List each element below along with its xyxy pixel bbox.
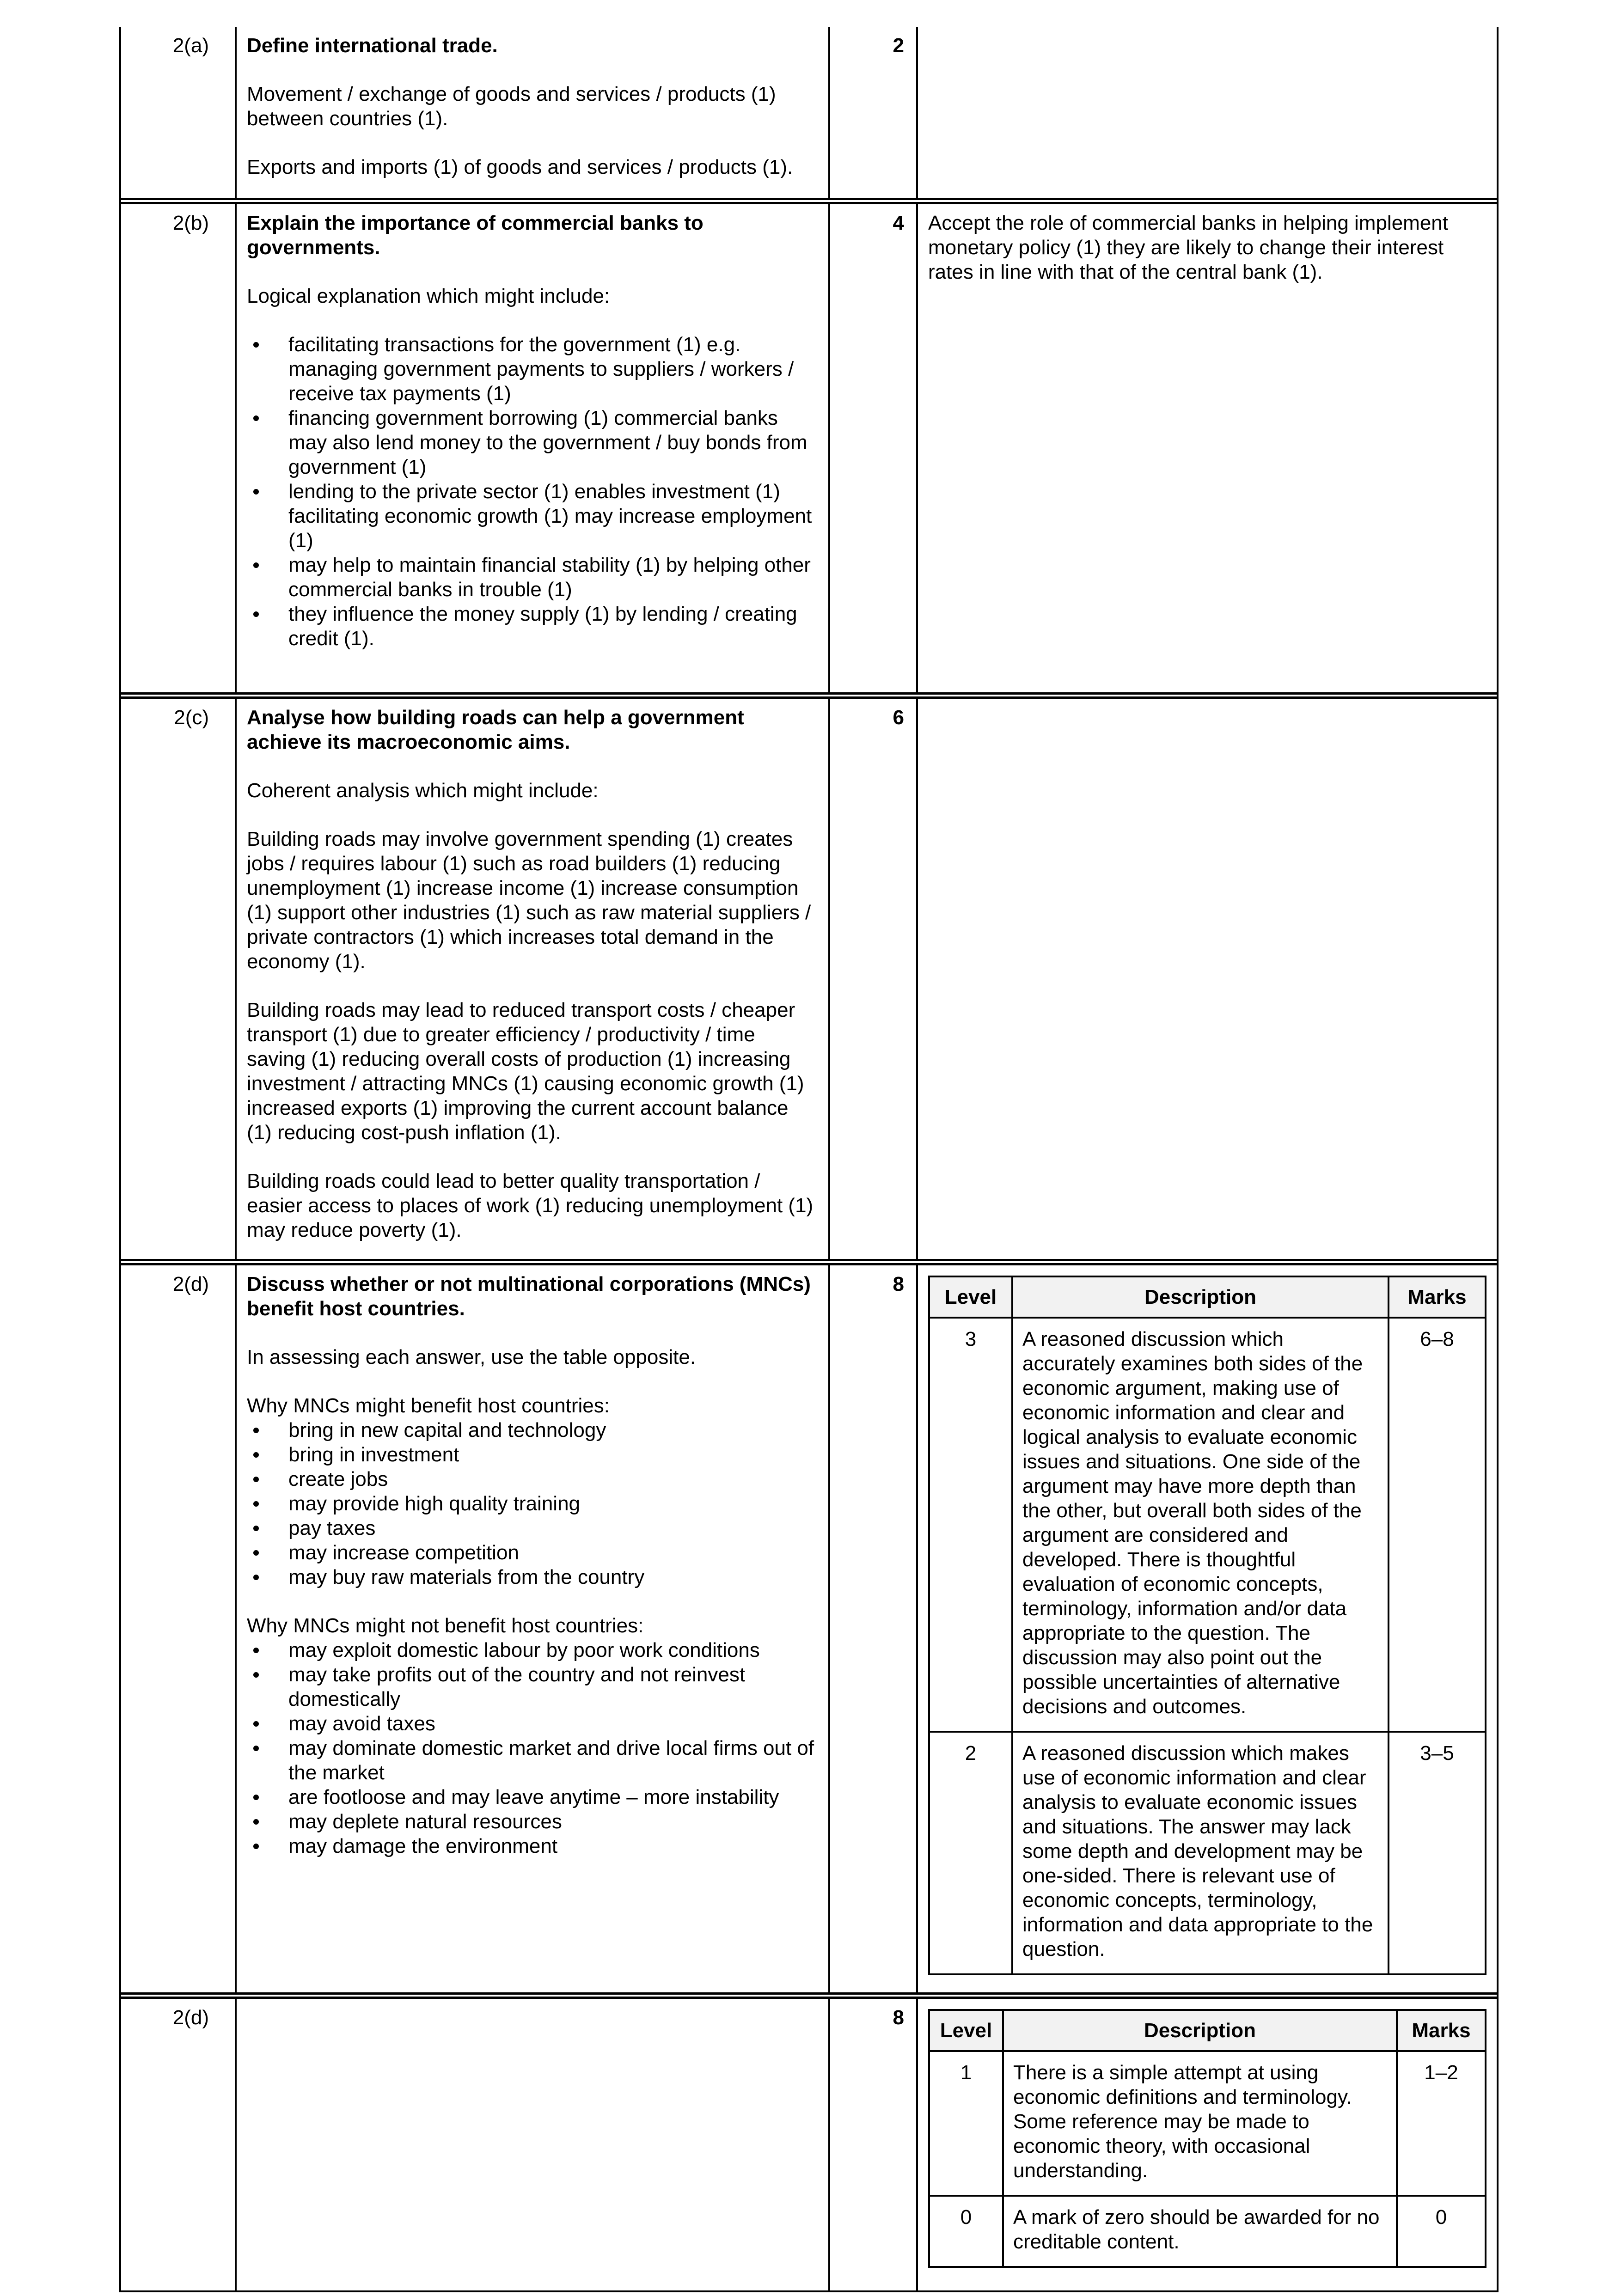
answer-paragraph: Building roads may involve government spending (1) creates jobs / requires labour (1) such as road builders (1) reducing unemployment (1) increase income (1) increase consumption (1) support other industries (1) such as raw material suppliers / private contractors (1) which increases total demand in the economy (1).	[247, 828, 811, 973]
list-item: lending to the private sector (1) enables investment (1) facilitating economic growth (1) may increase employment (1)	[247, 479, 818, 553]
list-item: may help to maintain financial stability (1) by helping other commercial banks in trouble (1)	[247, 553, 818, 602]
answer-paragraph: Building roads could lead to better quality transportation / easier access to places of work (1) reducing unemployment (1) may reduce poverty (1).	[247, 1170, 814, 1241]
list-item: bring in investment	[247, 1442, 818, 1467]
answer-intro: In assessing each answer, use the table opposite.	[247, 1346, 696, 1368]
level-marks: 3–5	[1389, 1732, 1486, 1974]
answer-cell	[237, 27, 830, 198]
marks-cell: 6	[830, 699, 918, 1259]
answer-intro: Logical explanation which might include:	[247, 285, 610, 307]
list-item: may dominate domestic market and drive local firms out of the market	[247, 1736, 818, 1785]
description-header: Description	[1012, 1276, 1389, 1318]
for-heading: Why MNCs might benefit host countries:	[247, 1394, 610, 1417]
question-row-2b	[121, 198, 1497, 692]
answer-intro: Coherent analysis which might include:	[247, 779, 599, 802]
marks-cell: 8	[830, 1265, 918, 1992]
question-title: Define international trade.	[247, 34, 498, 57]
list-item: may avoid taxes	[247, 1711, 818, 1736]
marks-header: Marks	[1397, 2010, 1486, 2051]
level-description: A reasoned discussion which accurately examines both sides of the economic argument, making use of economic information and clear and logical analysis to evaluate economic issues and situations. One side of the argument may have more depth than the other, but overall both sides of the argument are considered and developed. There is thoughtful evaluation of economic concepts, terminology, information and/or data appropriate to the question. The discussion may also point out the possible uncertainties of alternative decisions and outcomes.	[1012, 1318, 1389, 1732]
for-bullet-list	[247, 1418, 818, 1589]
description-header: Description	[1003, 2010, 1397, 2051]
mark-scheme-table	[119, 27, 1499, 2292]
list-item: may provide high quality training	[247, 1491, 818, 1516]
level-marks: 0	[1397, 2196, 1486, 2267]
answer-paragraph: Exports and imports (1) of goods and services / products (1).	[247, 156, 793, 178]
guidance-cell	[918, 1265, 1497, 1992]
list-item: may increase competition	[247, 1540, 818, 1565]
list-item: create jobs	[247, 1467, 818, 1491]
answer-paragraph: Movement / exchange of goods and services / products (1) between countries (1).	[247, 83, 776, 130]
question-number: 2(a)	[121, 27, 237, 198]
question-title: Analyse how building roads can help a government achieve its macroeconomic aims.	[247, 706, 744, 753]
table-row	[929, 1732, 1486, 1974]
level-marks: 6–8	[1389, 1318, 1486, 1732]
level-descriptor-table	[928, 1276, 1486, 1975]
answer-cell	[237, 1999, 830, 2290]
list-item: may buy raw materials from the country	[247, 1565, 818, 1589]
question-row-2d-continued	[121, 1992, 1497, 2290]
list-item: may deplete natural resources	[247, 1809, 818, 1834]
question-number: 2(c)	[121, 699, 237, 1259]
question-title: Discuss whether or not multinational corporations (MNCs) benefit host countries.	[247, 1273, 811, 1320]
question-number: 2(d)	[121, 1999, 237, 2290]
marks-header: Marks	[1389, 1276, 1486, 1318]
guidance-cell	[918, 27, 1497, 198]
level-description: There is a simple attempt at using economic definitions and terminology. Some reference may be made to economic theory, with occasional understanding.	[1003, 2051, 1397, 2196]
marks-cell: 2	[830, 27, 918, 198]
level-header: Level	[929, 2010, 1003, 2051]
list-item: they influence the money supply (1) by lending / creating credit (1).	[247, 602, 818, 651]
question-row-2c	[121, 692, 1497, 1259]
question-number: 2(d)	[121, 1265, 237, 1992]
list-item: pay taxes	[247, 1516, 818, 1540]
against-bullet-list	[247, 1638, 818, 1858]
table-row	[929, 2051, 1486, 2196]
level-value: 0	[929, 2196, 1003, 2267]
level-description: A mark of zero should be awarded for no creditable content.	[1003, 2196, 1397, 2267]
answer-cell	[237, 699, 830, 1259]
answer-paragraph: Building roads may lead to reduced transport costs / cheaper transport (1) due to greater efficiency / productivity / time saving (1) reducing overall costs of production (1) increasing investment / attracting MNCs (1) causing economic growth (1) increased exports (1) improving the current account balance (1) reducing cost-push inflation (1).	[247, 999, 804, 1144]
level-marks: 1–2	[1397, 2051, 1486, 2196]
answer-cell	[237, 204, 830, 692]
table-row	[929, 2196, 1486, 2267]
list-item: may exploit domestic labour by poor work conditions	[247, 1638, 818, 1662]
table-row	[929, 1318, 1486, 1732]
list-item: may damage the environment	[247, 1834, 818, 1858]
question-row-2a	[121, 27, 1497, 198]
level-value: 1	[929, 2051, 1003, 2196]
guidance-cell	[918, 1999, 1497, 2290]
guidance-cell	[918, 699, 1497, 1259]
question-number: 2(b)	[121, 204, 237, 692]
level-description: A reasoned discussion which makes use of economic information and clear analysis to evaluate economic issues and situations. The answer may lack some depth and development may be one-sided. There is relevant use of economic concepts, terminology, information and data appropriate to the question.	[1012, 1732, 1389, 1974]
list-item: are footloose and may leave anytime – more instability	[247, 1785, 818, 1809]
answer-cell	[237, 1265, 830, 1992]
list-item: bring in new capital and technology	[247, 1418, 818, 1442]
level-descriptor-table	[928, 2009, 1486, 2268]
list-item: may take profits out of the country and not reinvest domestically	[247, 1662, 818, 1711]
list-item: financing government borrowing (1) commercial banks may also lend money to the government / buy bonds from government (1)	[247, 406, 818, 479]
level-value: 3	[929, 1318, 1012, 1732]
marks-cell: 4	[830, 204, 918, 692]
question-title: Explain the importance of commercial banks to governments.	[247, 212, 703, 259]
against-heading: Why MNCs might not benefit host countries:	[247, 1614, 644, 1637]
list-item: facilitating transactions for the government (1) e.g. managing government payments to suppliers / workers / receive tax payments (1)	[247, 332, 818, 406]
level-value: 2	[929, 1732, 1012, 1974]
table-header-row	[929, 1276, 1486, 1318]
table-header-row	[929, 2010, 1486, 2051]
answer-bullet-list	[247, 332, 818, 651]
marks-cell: 8	[830, 1999, 918, 2290]
guidance-cell: Accept the role of commercial banks in helping implement monetary policy (1) they are likely to change their interest rates in line with that of the central bank (1).	[928, 212, 1448, 283]
level-header: Level	[929, 1276, 1012, 1318]
question-row-2d	[121, 1259, 1497, 1992]
